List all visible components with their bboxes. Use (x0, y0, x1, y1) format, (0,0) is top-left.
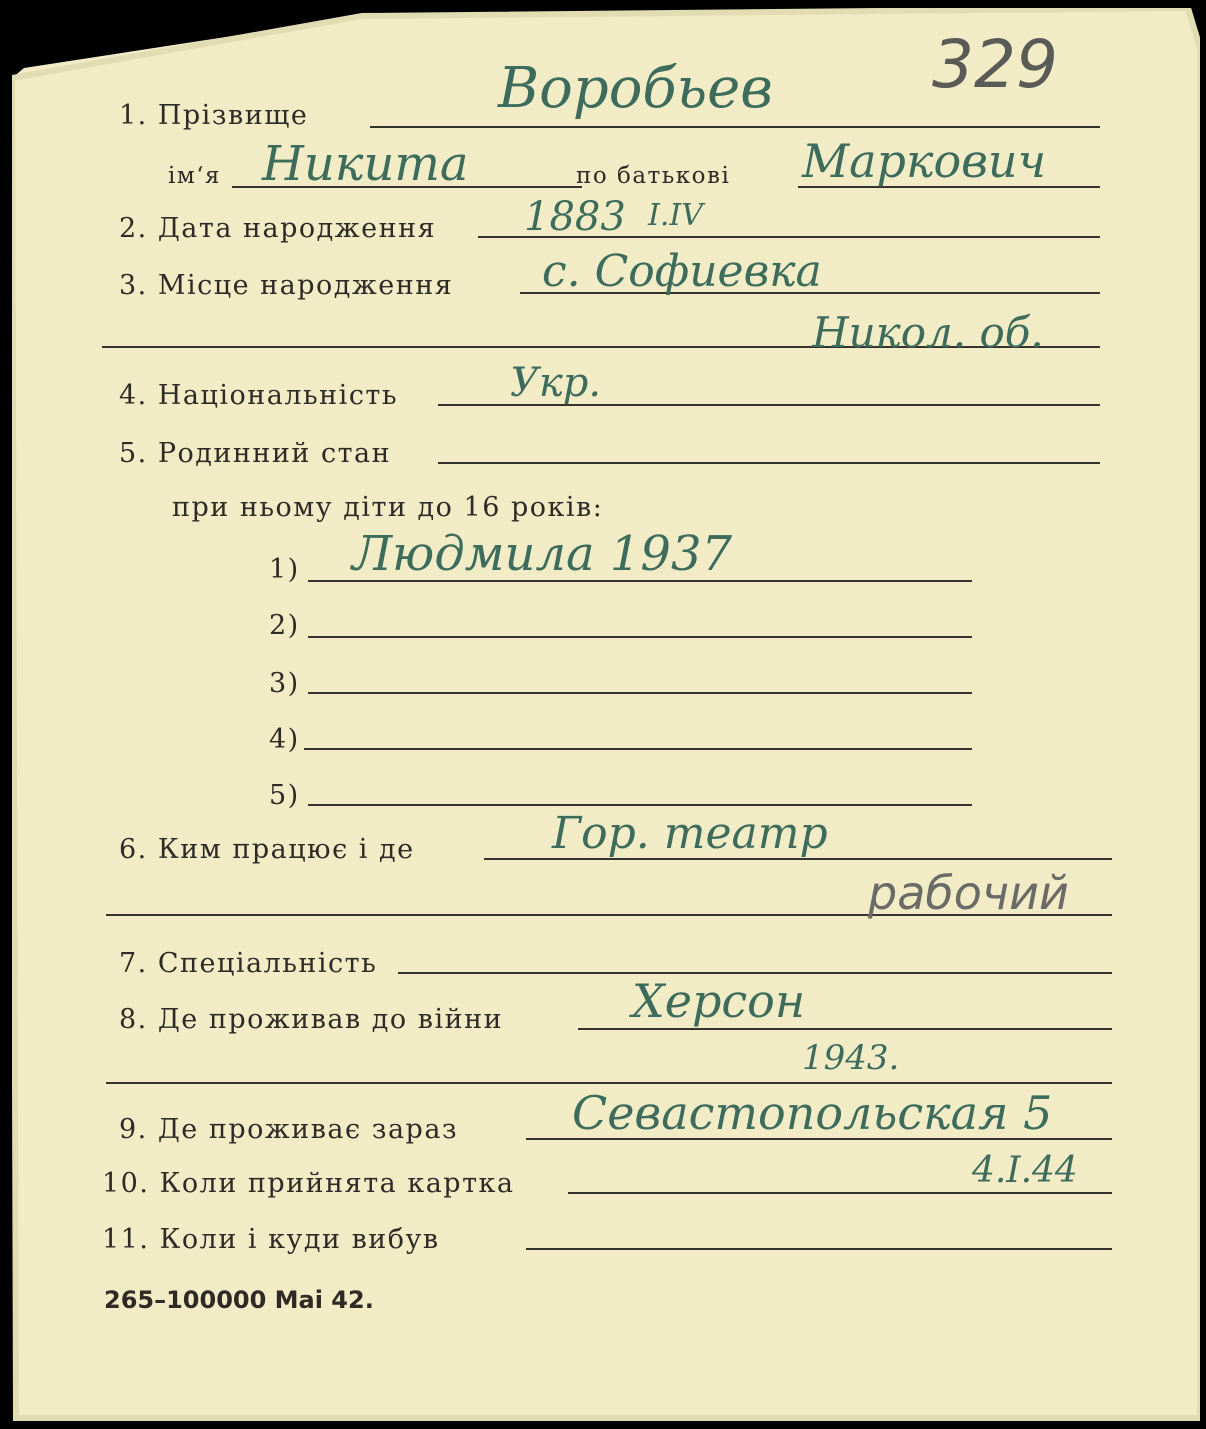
card-date-entry: 4.I.44 (972, 1150, 1078, 1191)
departed-line (526, 1248, 1112, 1250)
child-slot-5: 5) (269, 780, 300, 811)
work-label: 6. Ким працює і де (119, 834, 415, 865)
first-name-label: ім‘я (168, 163, 222, 189)
prewar-residence-line (578, 1028, 1112, 1030)
archive-number: 329 (932, 26, 1058, 103)
birth-village-entry: с. Софиевка (542, 246, 822, 297)
specialty-label: 7. Спеціальність (119, 948, 378, 979)
current-address-entry: Севастопольская 5 (572, 1086, 1053, 1140)
year-1943-entry: 1943. (802, 1038, 900, 1078)
patronymic-label: по батькові (576, 163, 731, 189)
child-line-2 (308, 636, 972, 638)
current-residence-label: 9. Де проживає зараз (119, 1114, 459, 1145)
child-1-entry: Людмила 1937 (352, 526, 733, 582)
children-label: при ньому діти до 16 років: (172, 492, 604, 523)
nationality-entry: Укр. (510, 360, 602, 406)
child-line-3 (308, 692, 972, 694)
print-code: 265–100000 Mai 42. (104, 1286, 374, 1314)
surname-entry: Воробьев (498, 56, 773, 121)
prewar-residence-line-2 (106, 1082, 1112, 1084)
work-place-entry: Гор. театр (552, 808, 828, 859)
child-slot-4: 4) (269, 724, 300, 755)
nationality-label: 4. Національність (119, 380, 399, 411)
marital-status-line (438, 462, 1100, 464)
registration-card (12, 8, 1200, 1421)
child-slot-1: 1) (269, 554, 300, 585)
birth-year-entry: 1883 (524, 194, 626, 240)
birth-day-entry: I.IV (648, 198, 703, 233)
work-role-entry: рабочий (868, 866, 1069, 920)
prewar-residence-label: 8. Де проживав до війни (119, 1004, 504, 1035)
marital-status-label: 5. Родинний стан (119, 438, 392, 469)
birth-region-entry: Никол. об. (812, 308, 1044, 357)
birth-place-label: 3. Місце народження (119, 270, 454, 301)
surname-line (370, 126, 1100, 128)
child-line-5 (308, 804, 972, 806)
prewar-city-entry: Херсон (632, 974, 806, 1028)
patronymic-entry: Маркович (802, 134, 1047, 188)
card-accepted-label: 10. Коли прийнята картка (102, 1168, 515, 1199)
departed-label: 11. Коли і куди вибув (102, 1224, 440, 1255)
card-accepted-line (568, 1192, 1112, 1194)
child-slot-3: 3) (269, 668, 300, 699)
child-slot-2: 2) (269, 610, 300, 641)
child-line-4 (304, 748, 972, 750)
birth-date-label: 2. Дата народження (119, 213, 437, 244)
surname-label: 1. Прізвище (119, 100, 309, 131)
first-name-entry: Никита (262, 136, 469, 192)
